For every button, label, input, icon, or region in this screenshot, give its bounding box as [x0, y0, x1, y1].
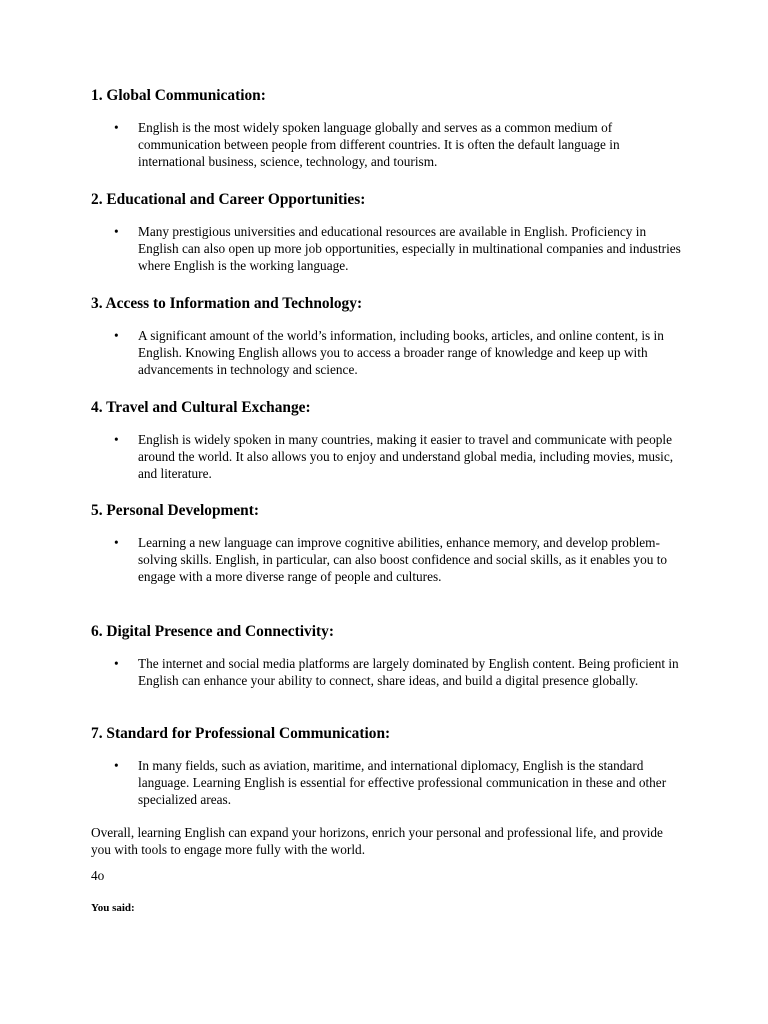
list-item [114, 327, 681, 378]
list-item-text: In many fields, such as aviation, maritime, and international diplomacy, English is the standard language. Learning English is essential for effective professional communication in these and other specialized areas. [138, 758, 667, 807]
list-item-text: Many prestigious universities and educational resources are available in English. Proficiency in English can also open up more job opportunities, especially in multinational companies and industries where English is the working language. [138, 224, 681, 273]
bullet-icon: • [114, 656, 119, 671]
document-body [91, 86, 681, 915]
section-personal-development [91, 501, 681, 622]
section-heading: 5. Personal Development: [91, 502, 259, 519]
bullet-icon: • [114, 758, 119, 773]
you-said-label: You said: [91, 902, 135, 914]
section-global-communication [91, 86, 681, 190]
list-item [114, 534, 681, 585]
section-heading: 6. Digital Presence and Connectivity: [91, 623, 334, 640]
bullet-list [91, 757, 681, 808]
section-digital-presence [91, 622, 681, 724]
bullet-list [91, 431, 681, 482]
list-item [114, 223, 681, 274]
list-item-text: Learning a new language can improve cognitive abilities, enhance memory, and develop problem-solving skills. English, in particular, can also boost confidence and social skills, as it enables you to engage with a more diverse range of people and cultures. [138, 535, 668, 584]
list-item-text: English is the most widely spoken language globally and serves as a common medium of communication between people from different countries. It is often the default language in international business, science, technology, and tourism. [138, 120, 620, 169]
section-access-information [91, 294, 681, 398]
bullet-list [91, 534, 681, 585]
list-item-text: A significant amount of the world’s information, including books, articles, and online content, is in English. Knowing English allows you to access a broader range of knowledge and keep up with advancements in technology and science. [138, 328, 664, 377]
bullet-list [91, 223, 681, 274]
section-heading: 2. Educational and Career Opportunities: [91, 191, 366, 208]
summary-paragraph: Overall, learning English can expand your horizons, enrich your personal and professional life, and provide you with tools to engage more fully with the world. [91, 825, 663, 857]
model-version-label: 4o [91, 868, 105, 883]
section-heading: 4. Travel and Cultural Exchange: [91, 399, 311, 416]
list-item-text: English is widely spoken in many countries, making it easier to travel and communicate with people around the world. It also allows you to enjoy and understand global media, including movies, music, and literature. [138, 432, 674, 481]
list-item [114, 119, 681, 170]
section-educational-career [91, 190, 681, 294]
section-heading: 3. Access to Information and Technology: [91, 295, 363, 312]
list-item [114, 757, 681, 808]
bullet-list [91, 655, 681, 689]
bullet-icon: • [114, 328, 119, 343]
section-heading: 7. Standard for Professional Communication: [91, 725, 391, 742]
bullet-list [91, 119, 681, 170]
list-item-text: The internet and social media platforms are largely dominated by English content. Being proficient in English can enhance your ability to connect, share ideas, and build a digital presence globally. [138, 656, 679, 688]
bullet-icon: • [114, 535, 119, 550]
bullet-icon: • [114, 432, 119, 447]
list-item [114, 431, 681, 482]
bullet-icon: • [114, 120, 119, 135]
list-item [114, 655, 681, 689]
section-professional-communication [91, 724, 681, 824]
bullet-list [91, 327, 681, 378]
section-heading: 1. Global Communication: [91, 87, 266, 104]
section-travel-cultural [91, 398, 681, 501]
bullet-icon: • [114, 224, 119, 239]
